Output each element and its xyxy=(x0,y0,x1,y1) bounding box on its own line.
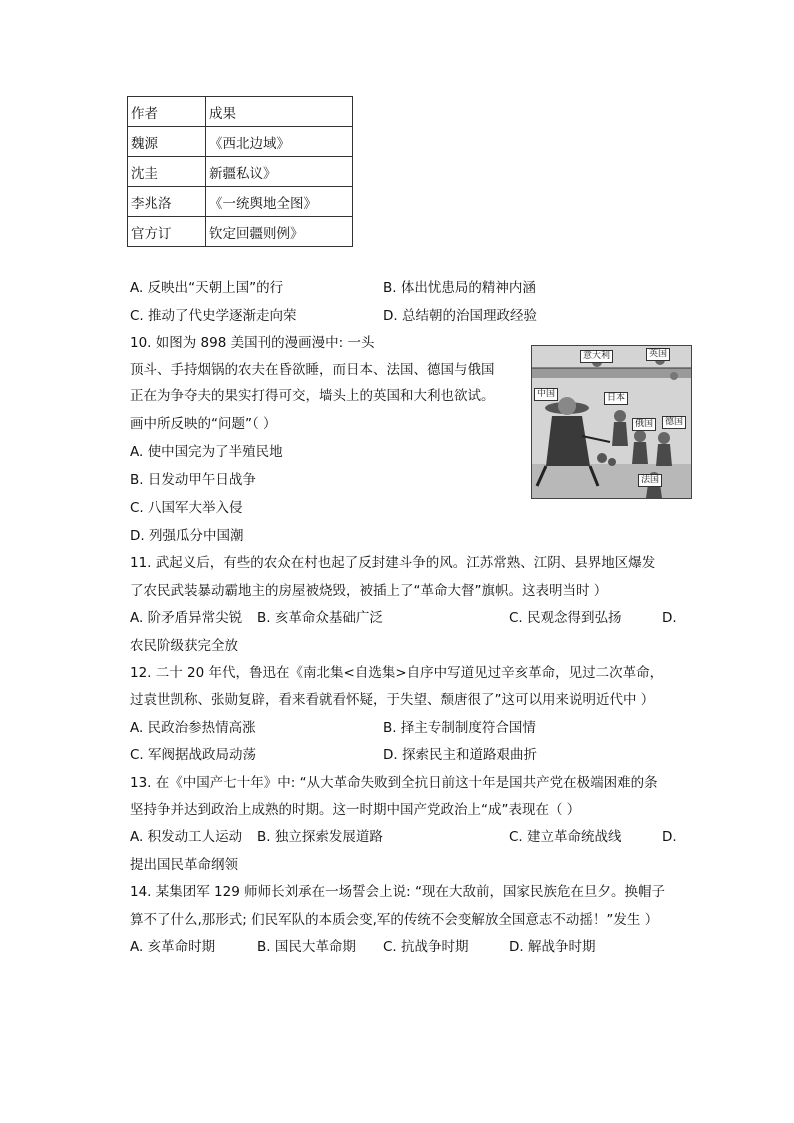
table-row xyxy=(128,157,353,187)
q10-option-a: A. 使中国完为了半殖民地 xyxy=(130,444,283,460)
q11-stem-line1: 11. 武起义后，有些的农众在村也起了反封建斗争的风。江苏常熟、江阴、县界地区爆发 xyxy=(130,555,656,571)
table-cell: 作者 xyxy=(128,97,206,127)
q12-option-a: A. 民政治参热情高涨 xyxy=(130,720,256,736)
q13-option-d: D. xyxy=(662,829,677,845)
table-row xyxy=(128,217,353,247)
q12-option-c: C. 军阀据战政局动荡 xyxy=(130,747,257,763)
q12-option-d: D. 探索民主和道路艰曲折 xyxy=(383,747,537,763)
q13-option-d-text: 提出国民革命纲领 xyxy=(130,857,238,873)
q13-option-a: A. 积发动工人运动 xyxy=(130,829,243,845)
political-cartoon-image xyxy=(531,345,692,499)
table-cell: 成果 xyxy=(206,97,353,127)
q10-stem-line1: 10. 如图为 898 美国刊的漫画漫中: 一头 xyxy=(130,335,375,351)
q10-option-d: D. 列强瓜分中国潮 xyxy=(130,528,244,544)
q11-option-b: B. 亥革命众基础广泛 xyxy=(257,610,383,626)
q13-stem-line1: 13. 在《中国产七十年》中: “从大革命失败到全抗日前这十年是国共产党在极端困难的条 xyxy=(130,775,658,791)
q13-option-c: C. 建立革命统战线 xyxy=(509,829,622,845)
cartoon-label-germany: 德国 xyxy=(662,416,686,429)
table-row xyxy=(128,127,353,157)
table-cell: 钦定回疆则例》 xyxy=(206,217,353,247)
q14-stem-line2: 算不了什么,那形式; 们民军队的本质会变,军的传统不会变解放全国意志不动摇！”发生 ） xyxy=(130,912,659,928)
table-cell: 魏源 xyxy=(128,127,206,157)
cartoon-label-russia: 俄国 xyxy=(632,418,656,431)
cartoon-label-japan: 日本 xyxy=(604,392,628,405)
q14-stem-line1: 14. 某集团军 129 师师长刘承在一场誓会上说: “现在大敌前，国家民族危在旦夕。换帽子 xyxy=(130,884,665,900)
table-cell: 《西北边域》 xyxy=(206,127,353,157)
q9-option-c: C. 推动了代史学逐渐走向荣 xyxy=(130,308,297,324)
q14-option-c: C. 抗战争时期 xyxy=(383,939,469,955)
table-cell: 新疆私议》 xyxy=(206,157,353,187)
cartoon-label-china: 中国 xyxy=(534,388,558,401)
table-header-row xyxy=(128,97,353,127)
q10-stem-line3: 正在为争夺夫的果实打得可交，墙头上的英国和大利也欲试。 xyxy=(130,388,495,404)
cartoon-label-italy: 意大利 xyxy=(580,350,613,363)
q10-option-c: C. 八国军大举入侵 xyxy=(130,500,243,516)
table-cell: 李兆洛 xyxy=(128,187,206,217)
cartoon-label-britain: 英国 xyxy=(646,348,670,361)
q14-option-a: A. 亥革命时期 xyxy=(130,939,216,955)
q10-stem-line2: 顶斗、手持烟锅的农夫在昏欲睡，而日本、法国、德国与俄国 xyxy=(130,362,495,378)
q11-option-d-text: 农民阶级获完全放 xyxy=(130,638,238,654)
q12-stem-line2: 过袁世凯称、张勋复辟，看来看就看怀疑，于失望、颓唐很了”这可以用来说明近代中 ） xyxy=(130,692,655,708)
q9-option-d: D. 总结朝的治国理政经验 xyxy=(383,308,537,324)
q10-stem-line4: 画中所反映的“问题”（ ） xyxy=(130,416,277,432)
q11-option-c: C. 民观念得到弘扬 xyxy=(509,610,622,626)
q12-option-b: B. 择主专制制度符合国情 xyxy=(383,720,536,736)
q13-stem-line2: 坚持争并达到政治上成熟的时期。这一时期中国产党政治上“成”表现在（ ） xyxy=(130,802,581,818)
q10-option-b: B. 日发动甲午日战争 xyxy=(130,472,256,488)
table-cell: 沈圭 xyxy=(128,157,206,187)
table-row xyxy=(128,187,353,217)
q11-stem-line2: 了农民武装暴动霸地主的房屋被烧毁，被插上了“革命大督”旗帜。这表明当时 ） xyxy=(130,583,608,599)
cartoon-label-france: 法国 xyxy=(638,474,662,487)
q13-option-b: B. 独立探索发展道路 xyxy=(257,829,383,845)
q9-option-a: A. 反映出“天朝上国”的行 xyxy=(130,280,284,296)
table-cell: 《一统舆地全图》 xyxy=(206,187,353,217)
q11-option-d: D. xyxy=(662,610,677,626)
q11-option-a: A. 阶矛盾异常尖锐 xyxy=(130,610,243,626)
q12-stem-line1: 12. 二十 20 年代，鲁迅在《南北集<自选集>自序中写道见过辛亥革命，见过二次革命， xyxy=(130,665,664,681)
q14-option-b: B. 国民大革命期 xyxy=(257,939,356,955)
q9-option-b: B. 体出忧患局的精神内涵 xyxy=(383,280,536,296)
q14-option-d: D. 解战争时期 xyxy=(509,939,596,955)
table-cell: 官方订 xyxy=(128,217,206,247)
authors-works-table xyxy=(127,96,353,247)
